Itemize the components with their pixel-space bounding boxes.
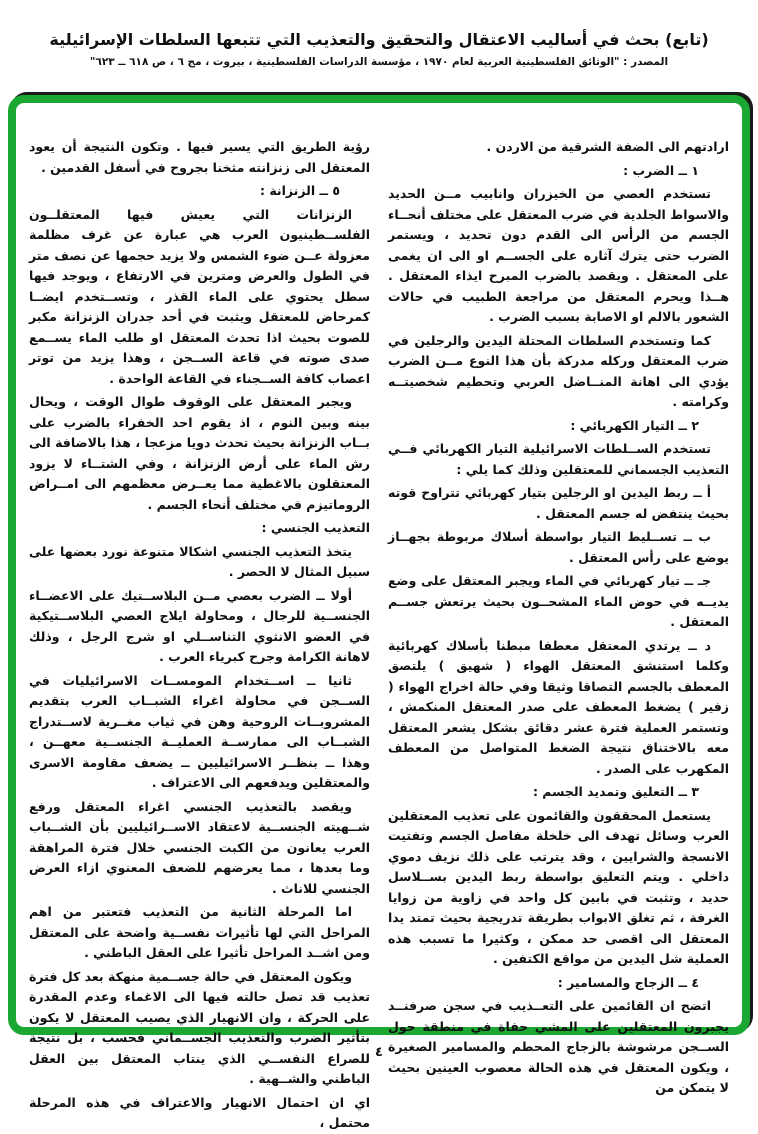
document-header xyxy=(0,0,758,68)
source-line: المصدر : "الوثائق الفلسطينية العربية لعام ١٩٧٠ ، مؤسسة الدراسات الفلسطينية ، بيروت ، مج ٦ ، ص ٦١٨ ــ ٦٢٣" xyxy=(89,56,669,68)
section-heading: ١ ــ الضرب : xyxy=(623,162,699,178)
paragraph: رؤية الطريق التي يسير فيها . وتكون النتيجة أن يعود المعتقل الى زنزانته مثخنا بجروح في أسفل القدمين . xyxy=(29,139,370,175)
page-number: ٤ xyxy=(375,1045,383,1060)
two-column-layout xyxy=(29,137,729,1130)
paragraph: د ــ يرتدي المعتقل معطفا مبطنا بأسلاك كهربائية وكلما استنشق المعتقل الهواء ( شهيق ) يلتصق المعطف بالجسم التصاقا وثيقا وفي حالة اخراج الهواء ( زفير ) يضغط المعطف على صدر المعتقل المنكمش ، وتستمر العملية فترة عشر دقائق بشكل يشعر المعتقل معه بالاختناق نتيجة الضغط المتواصل من المعطف المكهرب على الصدر . xyxy=(388,637,729,776)
section-heading: التعذيب الجنسي : xyxy=(261,520,370,535)
paragraph: اي ان احتمال الانهيار والاعتراف في هذه المرحلة محتمل ، xyxy=(29,1094,370,1130)
section-heading: ٥ ــ الزنزانة : xyxy=(259,183,340,198)
paragraph: ويقصد بالتعذيب الجنسي اغراء المعتقل ورفع شــهيته الجنســية لاعتقاد الاســرائيليين بأن الشــباب العرب يعانون من الكبت الجنسي خلال فترة المراهقة وما بعدها ، مما يعرضهم للضعف المعنوي ازاء العرض الجنسي للاناث . xyxy=(29,798,370,896)
paragraph: ويكون المعتقل في حالة جســمية منهكة بعد كل فترة تعذيب قد تصل حالته فيها الى الاغماء وعدم المقدرة على الحركة ، وان الانهيار الذي يصيب المعتقل لا يكون بتأثير الضرب والتعذيب الجســماني فحسب ، بل نتيجة للصراع النفســي الذي ينتاب المعتقل بين العقل الباطني والشــهية . xyxy=(29,968,370,1086)
paragraph: أولا ــ الضرب بعصي مــن البلاســتيك على الاعضــاء الجنســية للرجال ، ومحاولة ايلاج العصي البلاســتيكية في العضو الانثوي التناســلي او شرج الرجل ، وذلك لاهانة الكرامة وجرح كبرياء العرب . xyxy=(29,587,370,664)
paragraph: ب ــ تســليط التيار بواسطة أسلاك مربوطة بجهــاز يوضع على رأس المعتقل . xyxy=(388,529,729,565)
section-heading: ٣ ــ التعليق وتمديد الجسم : xyxy=(532,784,699,799)
page-frame xyxy=(8,95,750,1130)
paragraph: اتضح ان القائمين على التعــذيب في سجن صرفنــد يجبرون المعتقلين على المشي حفاة في منطقة حول الســجن مرشوشة بالزجاج المحطم والمسامير الصغيرة ، ويكون المعتقل في هذه الحالة معصوب العينين بحيث لا يتمكن من xyxy=(388,998,729,1095)
paragraph: ويجبر المعتقل على الوقوف طوال الوقت ، ويحال بينه وبين النوم ، اذ يقوم احد الخفراء بالضرب على بــاب الزنزانة بحيث تحدث دويا مزعجا ، هذا بالاضافة الى رش الماء على أرض الزنزانة ، وفي الشتــاء لا يزود المعتقلون بالاغطية مما يعــرض معظمهم الى امــراض الروماتيزم في مختلف أنحاء الجسم . xyxy=(29,394,370,512)
paragraph: ثانيا ــ اســتخدام المومســات الاسرائيليات في الســجن في محاولة اغراء الشبــاب العرب بتقديم المشروبــات الروحية وهن في ثياب مغــرية لاســتدراج الشبــاب الى ممارســة العمليــة الجنســية معهــن ، وهذا ــ بنظــر الاسرائيليين ــ يضعف مقاومة الاسرى والمعتقلين ويدفعهم الى الاعتراف . xyxy=(29,672,370,790)
paragraph: ارادتهم الى الضفة الشرقية من الاردن . xyxy=(486,139,729,154)
paragraph: جـ ــ تيار كهربائي في الماء ويجبر المعتقل على وضع يديــه في حوض الماء المشحــون بحيث يرتعش جســم المعتقل . xyxy=(388,573,729,629)
paragraph: كما وتستخدم السلطات المحتلة اليدين والرجلين في ضرب المعتقل وركله مدركة بأن هذا النوع مــن الضرب يؤدي الى اهانة المنــاضل العربي وتحطيم شخصيتــه وكرامته . xyxy=(388,332,729,409)
column-right xyxy=(388,137,729,1095)
page-title: (تابع) بحث في أساليب الاعتقال والتحقيق والتعذيب التي تتبعها السلطات الإسرائيلية xyxy=(49,30,709,49)
column-left xyxy=(29,137,370,1130)
paragraph: يستعمل المحققون والقائمون على تعذيب المعتقلين العرب وسائل تهدف الى خلخلة مفاصل الجسم وتفتيت الانسجة والشرايين ، وقد يترتب على ذلك نزيف دموي داخلي . ويتم التعليق بواسطة ربط اليدين بســلاسل حديد ، وتثبت في بابين كل واحد في زاوية من زوايا الغرفة ، ثم تغلق الابواب بطريقة تدريجية بحيث تمتد يدا المعتقل الى اقصى حد ممكن ، وكثيرا ما تسبب هذه العملية شل اليدين من مواقع الكتفين . xyxy=(388,807,729,966)
paragraph: أ ــ ربط اليدين او الرجلين بتيار كهربائي تتراوح قوته بحيث ينتفض له جسم المعتقل . xyxy=(388,485,729,521)
paragraph: يتخذ التعذيب الجنسي اشكالا متنوعة نورد بعضها على سبيل المثال لا الحصر . xyxy=(29,543,370,579)
section-heading: ٤ ــ الزجاج والمسامير : xyxy=(557,974,699,990)
paragraph: تستخدم العصي من الخيزران وانابيب مــن الحديد والاسواط الجلدية في ضرب المعتقل على مختلف أنحــاء الجسم من الرأس الى القدم دون تحديد ، ويستمر الضرب حتى يترك آثاره على الجســم او الى ان يغمى على المعتقل . ويقصد بالضرب المبرح ايذاء المعتقل . هــذا ويحرم المعتقل من مراجعة الطبيب في حالات الشعور بالالم او الاصابة بسبب الضرب . xyxy=(388,186,729,324)
section-heading: ٢ ــ التيار الكهربائي : xyxy=(570,417,699,433)
paragraph: الزنزانات التي يعيش فيها المعتقلــون الفلســطينيون العرب هي عبارة عن غرف مظلمة معزولة عــن ضوء الشمس ولا يزيد حجمها عن نصف متر في الطول والعرض ومترين في الارتفاع ، ويوجد فيها سطل يحتوي على الماء القذر ، وتســتخدم ايضــا كمرحاض للمعتقل ويثبت في أحد جدران الزنزانة مكبر للصوت بحيث اذا تحدث المعتقل او طلب الماء يســمع صدى صوته في قاعة الســجن ، وهذا يزيد من توتر اعصاب كافة الســجناء في القاعة الواحدة . xyxy=(29,206,370,386)
paragraph: اما المرحلة الثانية من التعذيب فتعتبر من اهم المراحل التي لها تأثيرات نفســية واضحة على المعتقل ومن اشــد المراحل تأثيرا على العقل الباطني . xyxy=(29,904,370,960)
paragraph: تستخدم الســلطات الاسرائيلية التيار الكهربائي فــي التعذيب الجسماني للمعتقلين وذلك كما يلي : xyxy=(388,441,729,477)
